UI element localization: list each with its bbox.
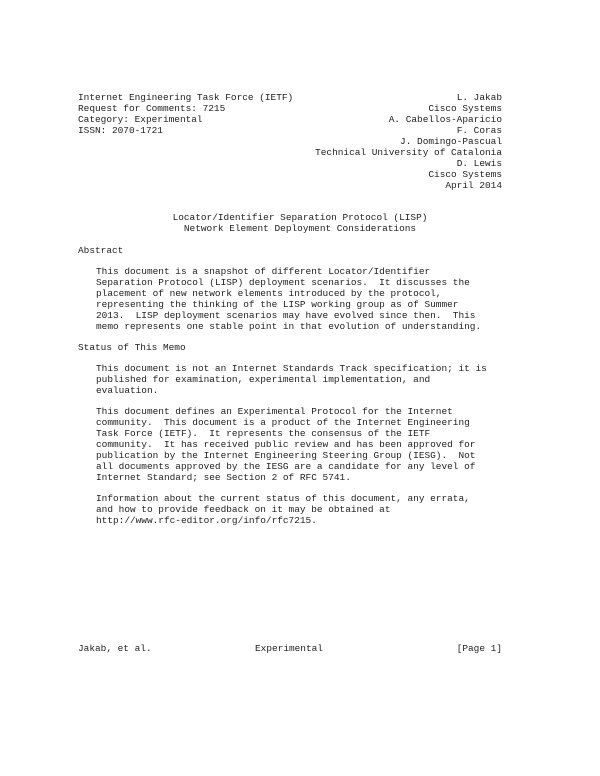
header-right-line: F. Coras [456, 125, 502, 136]
abstract-line: memo represents one stable point in that evolution of understanding. [96, 321, 482, 332]
status-para2-line: This document defines an Experimental Protocol for the Internet [96, 406, 453, 417]
status-para2-line: Internet Standard; see Section 2 of RFC 5741. [96, 472, 351, 483]
status-para3-line: Information about the current status of this document, any errata, [96, 493, 470, 504]
footer-authors: Jakab, et al. [78, 643, 152, 654]
abstract-line: This document is a snapshot of different Locator/Identifier [96, 266, 431, 277]
status-para3-line: and how to provide feedback on it may be obtained at [96, 504, 391, 515]
header-right-line: J. Domingo-Pascual [400, 136, 502, 147]
status-heading: Status of This Memo [78, 342, 186, 353]
status-para2-line: community. It has received public review and has been approved for [96, 439, 476, 450]
header-right-line: D. Lewis [456, 158, 502, 169]
status-para2-line: community. This document is a product of the Internet Engineering [96, 417, 470, 428]
status-para1-line: published for examination, experimental implementation, and [96, 374, 431, 385]
header-left-line: Category: Experimental [78, 114, 203, 125]
header-right-line: April 2014 [445, 180, 502, 191]
status-para1-line: This document is not an Internet Standards Track specification; it is [96, 363, 487, 374]
header-right-line: L. Jakab [456, 92, 502, 103]
status-para1-line: evaluation. [96, 385, 159, 396]
abstract-heading: Abstract [78, 245, 124, 256]
footer-page-number: [Page 1] [456, 643, 502, 654]
document-subtitle: Network Element Deployment Considerations [183, 223, 417, 234]
header-right-line: Cisco Systems [428, 103, 502, 114]
abstract-line: representing the thinking of the LISP working group as of Summer [96, 299, 459, 310]
abstract-line: placement of new network elements introduced by the protocol, [96, 288, 442, 299]
status-para2-line: all documents approved by the IESG are a candidate for any level of [96, 461, 476, 472]
header-left-line: Internet Engineering Task Force (IETF) [78, 92, 294, 103]
header-left-line: ISSN: 2070-1721 [78, 125, 163, 136]
footer-category: Experimental [255, 643, 323, 654]
status-para2-line: publication by the Internet Engineering Steering Group (IESG). Not [96, 450, 476, 461]
header-right-line: Technical University of Catalonia [315, 147, 502, 158]
header-left-line: Request for Comments: 7215 [78, 103, 226, 114]
header-right-line: Cisco Systems [428, 169, 502, 180]
header-right-line: A. Cabellos-Aparicio [388, 114, 502, 125]
status-para2-line: Task Force (IETF). It represents the consensus of the IETF [96, 428, 431, 439]
abstract-line: 2013. LISP deployment scenarios may have evolved since then. This [96, 310, 476, 321]
rfc-info-link[interactable]: http://www.rfc-editor.org/info/rfc7215. [96, 515, 317, 526]
document-title: Locator/Identifier Separation Protocol (LISP) [172, 212, 428, 223]
abstract-line: Separation Protocol (LISP) deployment scenarios. It discusses the [96, 277, 470, 288]
